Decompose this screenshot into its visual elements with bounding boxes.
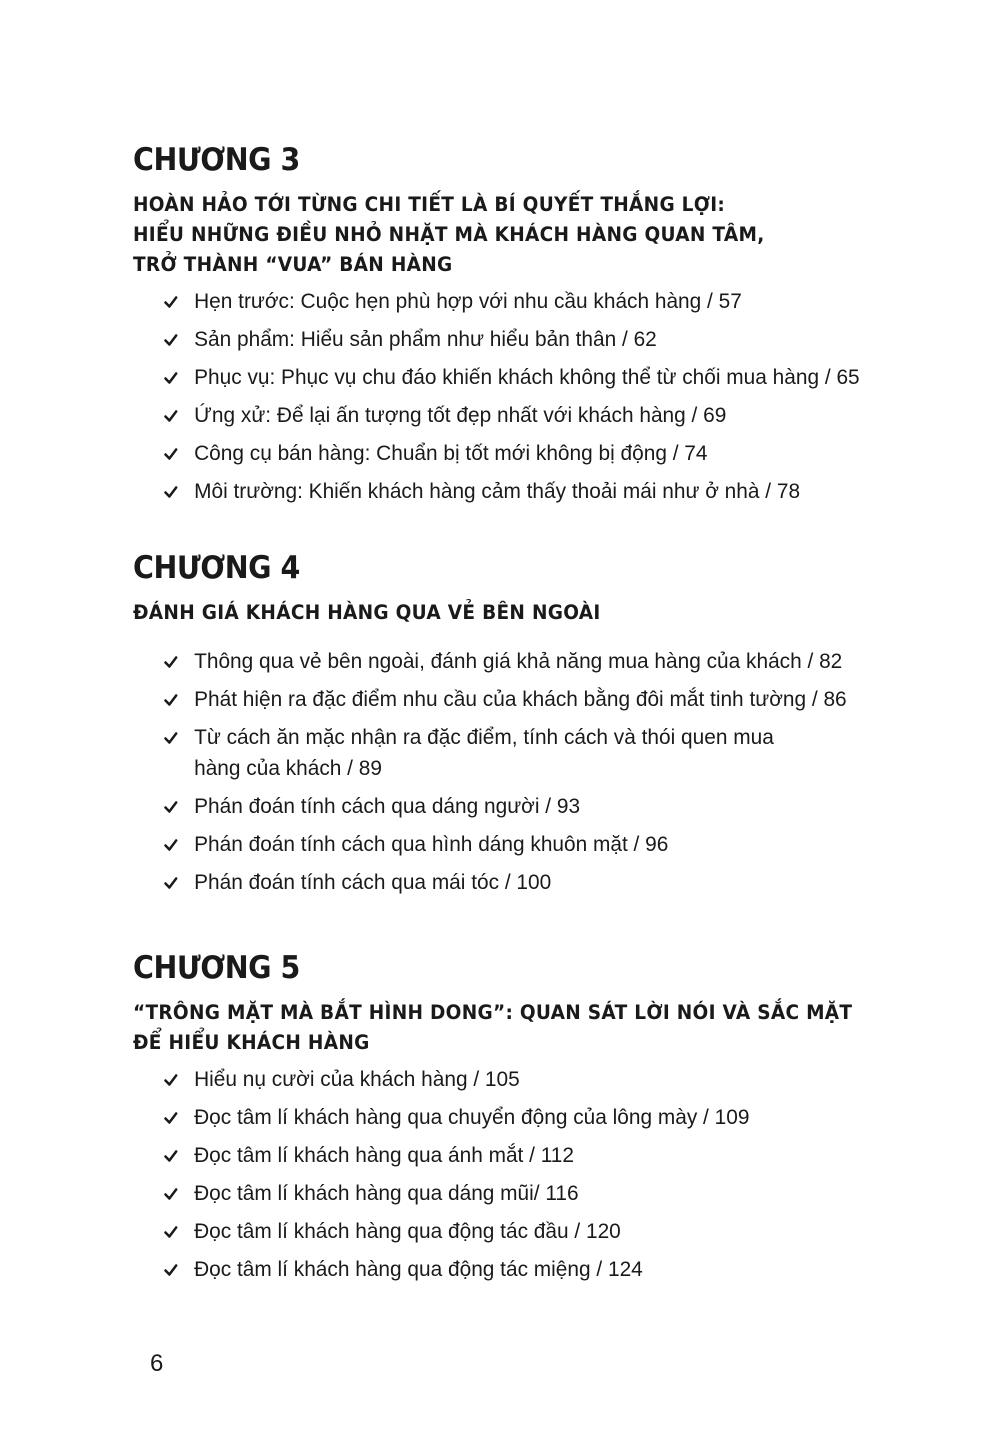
- checkmark-icon: [164, 800, 178, 814]
- chapter-label: CHƯƠNG 5: [133, 950, 300, 986]
- checkmark-icon: [164, 838, 178, 852]
- toc-item: [133, 1064, 909, 1095]
- toc-item-text: Phán đoán tính cách qua mái tóc / 100: [194, 870, 552, 894]
- toc-item: [133, 722, 815, 784]
- toc-item-text: Sản phẩm: Hiểu sản phẩm như hiểu bản thân / 62: [194, 327, 657, 351]
- toc-item-text: Hiểu nụ cười của khách hàng / 105: [194, 1067, 520, 1091]
- chapter-title-line: HOÀN HẢO TỚI TỪNG CHI TIẾT LÀ BÍ QUYẾT THẮNG LỢI:: [133, 193, 726, 216]
- chapter-title-line: TRỞ THÀNH “VUA” BÁN HÀNG: [133, 253, 453, 276]
- toc-list: [133, 1064, 933, 1285]
- checkmark-icon: [164, 371, 178, 385]
- toc-item: [133, 791, 909, 822]
- checkmark-icon: [164, 693, 178, 707]
- chapter-title-line: “TRÔNG MẶT MÀ BẮT HÌNH DONG”: QUAN SÁT LỜI NÓI VÀ SẮC MẶT: [133, 1001, 853, 1024]
- toc-list: [133, 646, 933, 898]
- chapter-3: [133, 142, 933, 507]
- checkmark-icon: [164, 295, 178, 309]
- toc-item: [133, 362, 909, 393]
- checkmark-icon: [164, 1111, 178, 1125]
- toc-item-text: Đọc tâm lí khách hàng qua ánh mắt / 112: [194, 1143, 574, 1167]
- toc-item: [133, 324, 909, 355]
- checkmark-icon: [164, 655, 178, 669]
- checkmark-icon: [164, 485, 178, 499]
- toc-item-text: Thông qua vẻ bên ngoài, đánh giá khả năng mua hàng của khách / 82: [194, 649, 843, 673]
- toc-item: [133, 829, 909, 860]
- toc-item-text: Đọc tâm lí khách hàng qua động tác miệng / 124: [194, 1257, 643, 1281]
- toc-item-text: Công cụ bán hàng: Chuẩn bị tốt mới không bị động / 74: [194, 441, 708, 465]
- checkmark-icon: [164, 876, 178, 890]
- toc-item-text: Từ cách ăn mặc nhận ra đặc điểm, tính cách và thói quen mua hàng của khách / 89: [194, 725, 774, 780]
- toc-item: [133, 1178, 909, 1209]
- checkmark-icon: [164, 409, 178, 423]
- chapter-title: [133, 190, 893, 280]
- toc-item-text: Phán đoán tính cách qua hình dáng khuôn mặt / 96: [194, 832, 669, 856]
- toc-item: [133, 1216, 909, 1247]
- chapter-label: CHƯƠNG 4: [133, 550, 300, 586]
- toc-list: [133, 286, 933, 507]
- toc-item-text: Hẹn trước: Cuộc hẹn phù hợp với nhu cầu khách hàng / 57: [194, 289, 742, 313]
- chapter-title-line: ĐỂ HIỂU KHÁCH HÀNG: [133, 1031, 370, 1054]
- toc-item: [133, 400, 909, 431]
- checkmark-icon: [164, 1263, 178, 1277]
- toc-item-text: Phát hiện ra đặc điểm nhu cầu của khách bằng đôi mắt tinh tường / 86: [194, 687, 847, 711]
- toc-item: [133, 286, 909, 317]
- page-number: 6: [150, 1350, 164, 1377]
- toc-item: [133, 646, 909, 677]
- toc-item: [133, 867, 909, 898]
- toc-item: [133, 684, 909, 715]
- chapter-title: [133, 598, 893, 628]
- toc-item: [133, 438, 909, 469]
- toc-item-text: Đọc tâm lí khách hàng qua động tác đầu / 120: [194, 1219, 621, 1243]
- chapter-label: CHƯƠNG 3: [133, 142, 300, 178]
- checkmark-icon: [164, 1225, 178, 1239]
- chapter-title-line: HIỂU NHỮNG ĐIỀU NHỎ NHẶT MÀ KHÁCH HÀNG QUAN TÂM,: [133, 223, 765, 246]
- toc-item: [133, 1102, 909, 1133]
- toc-item: [133, 1254, 909, 1285]
- checkmark-icon: [164, 1149, 178, 1163]
- chapter-title: [133, 998, 893, 1058]
- toc-item-text: Đọc tâm lí khách hàng qua chuyển động của lông mày / 109: [194, 1105, 750, 1129]
- toc-item-text: Phục vụ: Phục vụ chu đáo khiến khách không thể từ chối mua hàng / 65: [194, 365, 860, 389]
- chapter-4: [133, 550, 933, 898]
- chapter-5: [133, 950, 933, 1285]
- checkmark-icon: [164, 333, 178, 347]
- checkmark-icon: [164, 1187, 178, 1201]
- toc-item-text: Phán đoán tính cách qua dáng người / 93: [194, 794, 581, 818]
- checkmark-icon: [164, 731, 178, 745]
- toc-item-text: Môi trường: Khiến khách hàng cảm thấy thoải mái như ở nhà / 78: [194, 479, 801, 503]
- toc-item-text: Ứng xử: Để lại ấn tượng tốt đẹp nhất với khách hàng / 69: [194, 403, 727, 427]
- checkmark-icon: [164, 447, 178, 461]
- chapter-title-line: ĐÁNH GIÁ KHÁCH HÀNG QUA VẺ BÊN NGOÀI: [133, 601, 601, 624]
- toc-item: [133, 476, 909, 507]
- toc-item-text: Đọc tâm lí khách hàng qua dáng mũi/ 116: [194, 1181, 579, 1205]
- checkmark-icon: [164, 1073, 178, 1087]
- toc-item: [133, 1140, 909, 1171]
